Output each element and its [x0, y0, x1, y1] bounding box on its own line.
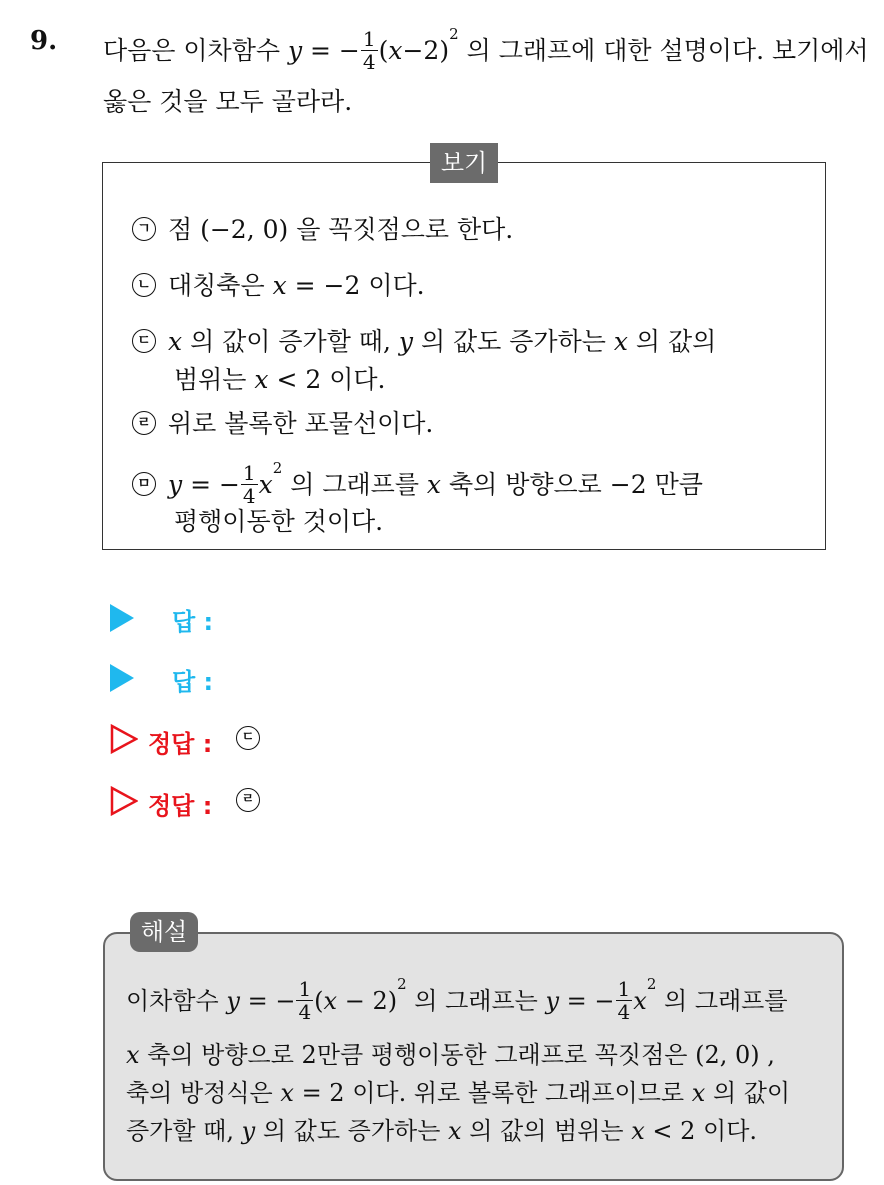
- fraction: $\frac{1}{4}$: [362, 27, 376, 74]
- answer-label: 답 :: [172, 668, 214, 696]
- correct-value: ㄷ: [236, 726, 260, 750]
- fraction: $\frac{1}{4}$: [242, 461, 256, 508]
- bogi-item-5-line2: 평행이동한 것이다.: [174, 507, 384, 536]
- outlined-triangle-icon: [110, 724, 138, 754]
- bogi-item-2: ㄴ 대칭축은 x = −2 이다.: [132, 270, 425, 302]
- circled-marker: ㅁ: [132, 472, 156, 496]
- circled-marker: ㄹ: [132, 411, 156, 435]
- question-stem-line2: 옳은 것을 모두 골라라.: [103, 87, 353, 116]
- explanation-line-4: 증가할 때, y 의 값도 증가하는 x 의 값의 범위는 x < 2 이다.: [126, 1117, 758, 1145]
- explanation-line-1: 이차함수 y = − $\frac{1}{4}$ $(x - 2)^2$ 의 그래프는 y = − $\frac{1}{4}$ $x^2$ 의 그래프를: [126, 975, 788, 1024]
- bogi-item-1: ㄱ 점 (−2, 0) 을 꼭짓점으로 한다.: [132, 214, 513, 246]
- explanation-label: 해설: [130, 912, 198, 952]
- bogi-item-3: ㄷ x 의 값이 증가할 때, y 의 값도 증가하는 x 의 값의: [132, 326, 716, 358]
- correct-label: 정답 :: [148, 792, 213, 820]
- bogi-item-5: ㅁ y = − $\frac{1}{4}$ $x^2$ 의 그래프를 x 축의 방향으로 −2 만큼: [132, 464, 703, 509]
- bogi-label: 보기: [430, 143, 498, 183]
- triangle-marker-icon: [110, 664, 134, 692]
- correct-value: ㄹ: [236, 788, 260, 812]
- bogi-item-4: ㄹ 위로 볼록한 포물선이다.: [132, 408, 433, 440]
- triangle-marker-icon: [110, 604, 134, 632]
- circled-marker: ㄴ: [132, 273, 156, 297]
- fraction: $\frac{1}{4}$: [617, 977, 631, 1024]
- question-number: 9.: [30, 26, 58, 56]
- explanation-line-3: 축의 방정식은 x = 2 이다. 위로 볼록한 그래프이므로 x 의 값이: [126, 1079, 791, 1107]
- answer-label: 답 :: [172, 608, 214, 636]
- bogi-item-3-line2: 범위는 x < 2 이다.: [174, 365, 386, 394]
- fraction: $\frac{1}{4}$: [298, 977, 312, 1024]
- outlined-triangle-icon: [110, 786, 138, 816]
- correct-label: 정답 :: [148, 730, 213, 758]
- circled-marker: ㄷ: [132, 329, 156, 353]
- explanation-line-2: x 축의 방향으로 2만큼 평행이동한 그래프로 꼭짓점은 (2, 0) ,: [126, 1041, 775, 1069]
- question-stem: 다음은 이차함수 y = − $\frac{1}{4}$ $(x-2)^2$ 의 그래프에 대한 설명이다. 보기에서: [103, 25, 869, 74]
- circled-marker: ㄱ: [132, 217, 156, 241]
